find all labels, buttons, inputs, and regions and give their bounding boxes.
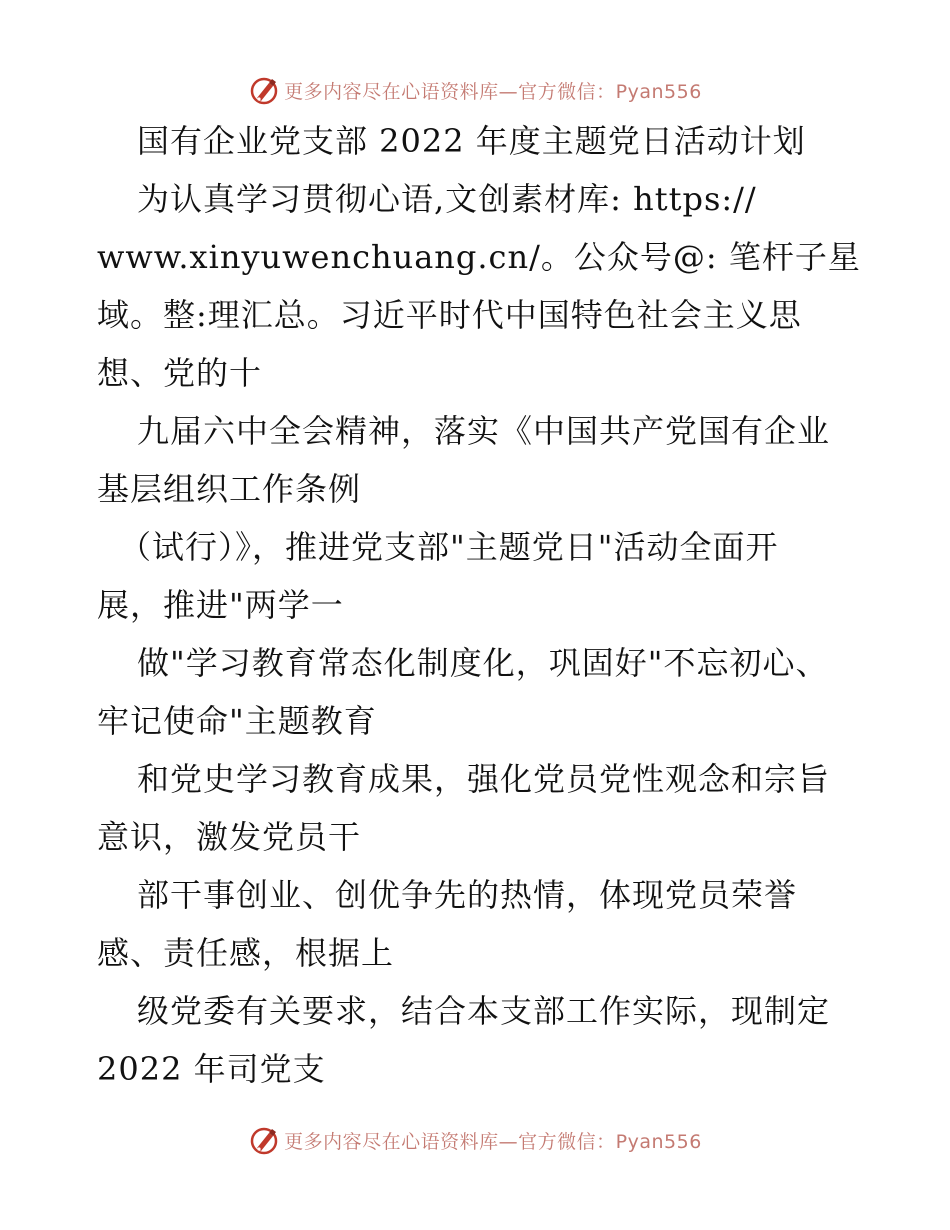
paragraph-line: 展，推进"两学一: [97, 586, 344, 624]
paragraph-line: 级党委有关要求，结合本支部工作实际，现制定: [137, 992, 831, 1030]
paragraph-line: 想、党的十: [97, 354, 263, 392]
paragraph-line: 感、责任感，根据上: [97, 934, 395, 972]
paragraph-line: 九届六中全会精神，落实《中国共产党国有企业: [137, 412, 831, 450]
paragraph-line: （试行）》，推进党支部"主题党日"活动全面开: [119, 528, 779, 566]
pen-logo-icon: [248, 74, 280, 106]
paragraph-line: www.xinyuwenchuang.cn/。公众号@: 笔杆子星: [97, 238, 861, 276]
paragraph-line: 部干事创业、创优争先的热情，体现党员荣誉: [137, 876, 798, 914]
paragraph-line: 意识，激发党员干: [97, 818, 362, 856]
header-watermark-text: 更多内容尽在心语资料库—官方微信：Pyan556: [284, 80, 702, 103]
document-title: 国有企业党支部 2022 年度主题党日活动计划: [137, 122, 806, 160]
paragraph-line: 牢记使命"主题教育: [97, 702, 377, 740]
document-body: [97, 122, 861, 1108]
paragraph-line: 2022 年司党支: [97, 1050, 326, 1088]
header-watermark-banner: [0, 70, 950, 110]
paragraph-line: 基层组织工作条例: [97, 470, 362, 508]
footer-watermark-text: 更多内容尽在心语资料库—官方微信：Pyan556: [284, 1130, 702, 1153]
paragraph-line: 和党史学习教育成果，强化党员党性观念和宗旨: [137, 760, 831, 798]
footer-watermark-banner: [0, 1120, 950, 1160]
paragraph-line: 做"学习教育常态化制度化，巩固好"不忘初心、: [137, 644, 829, 682]
pen-logo-icon: [248, 1124, 280, 1156]
paragraph-line: 为认真学习贯彻心语,文创素材库: https://: [137, 180, 757, 218]
paragraph-line: 域。整:理汇总。习近平时代中国特色社会主义思: [97, 296, 802, 334]
